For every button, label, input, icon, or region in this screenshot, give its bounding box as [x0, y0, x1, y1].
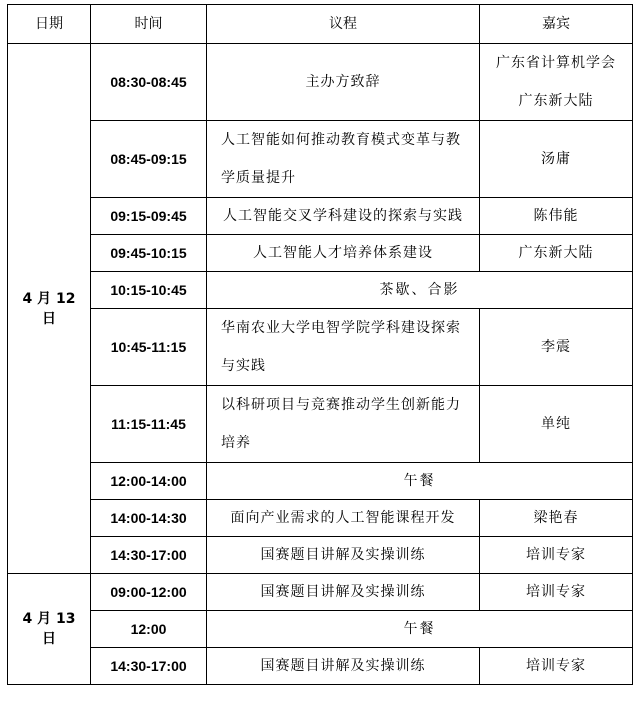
- break-cell: 茶歇、合影: [207, 272, 633, 309]
- topic-cell: 面向产业需求的人工智能课程开发: [207, 500, 480, 537]
- guest-cell: [480, 44, 633, 121]
- topic-line: 华南农业大学电智学院学科建设探索: [221, 320, 461, 336]
- guest-line: 广东新大陆: [518, 93, 594, 109]
- table-row: [8, 500, 633, 537]
- time-cell: 09:15-09:45: [91, 198, 207, 235]
- time-cell: 14:30-17:00: [91, 537, 207, 574]
- table-row: [8, 235, 633, 272]
- guest-cell: 单纯: [480, 386, 633, 463]
- header-agenda: 议程: [207, 5, 480, 44]
- time-cell: 12:00: [91, 611, 207, 648]
- table-row: [8, 272, 633, 309]
- time-cell: 08:45-09:15: [91, 121, 207, 198]
- guest-cell: 培训专家: [480, 574, 633, 611]
- time-cell: 10:45-11:15: [91, 309, 207, 386]
- guest-cell: 培训专家: [480, 648, 633, 685]
- time-cell: 09:00-12:00: [91, 574, 207, 611]
- topic-line: 培养: [221, 435, 251, 451]
- topic-cell: 国赛题目讲解及实操训练: [207, 574, 480, 611]
- guest-cell: 李震: [480, 309, 633, 386]
- table-row: [8, 463, 633, 500]
- guest-cell: 陈伟能: [480, 198, 633, 235]
- header-guest: 嘉宾: [480, 5, 633, 44]
- topic-cell: 国赛题目讲解及实操训练: [207, 537, 480, 574]
- lunch-cell: 午餐: [207, 463, 633, 500]
- table-row: [8, 611, 633, 648]
- table-row: [8, 386, 633, 463]
- topic-line: 学质量提升: [221, 170, 296, 186]
- table-row: [8, 309, 633, 386]
- topic-cell: 人工智能交叉学科建设的探索与实践: [207, 198, 480, 235]
- topic-cell: 主办方致辞: [207, 44, 480, 121]
- lunch-cell: 午餐: [207, 611, 633, 648]
- guest-cell: 梁艳春: [480, 500, 633, 537]
- table-row: [8, 574, 633, 611]
- topic-cell: [207, 309, 480, 386]
- guest-line: 广东省计算机学会: [496, 55, 616, 71]
- date-cell-day2: 4 月 13 日: [8, 574, 91, 685]
- guest-cell: 广东新大陆: [480, 235, 633, 272]
- time-cell: 10:15-10:45: [91, 272, 207, 309]
- topic-cell: 国赛题目讲解及实操训练: [207, 648, 480, 685]
- topic-cell: [207, 121, 480, 198]
- table-row: [8, 537, 633, 574]
- header-time: 时间: [91, 5, 207, 44]
- topic-line: 以科研项目与竞赛推动学生创新能力: [221, 397, 461, 413]
- topic-line: 人工智能如何推动教育模式变革与教: [221, 132, 461, 148]
- guest-cell: 培训专家: [480, 537, 633, 574]
- agenda-table: [7, 4, 633, 685]
- time-cell: 12:00-14:00: [91, 463, 207, 500]
- table-row: [8, 198, 633, 235]
- time-cell: 11:15-11:45: [91, 386, 207, 463]
- table-row: [8, 121, 633, 198]
- topic-line: 与实践: [221, 358, 266, 374]
- time-cell: 14:30-17:00: [91, 648, 207, 685]
- time-cell: 08:30-08:45: [91, 44, 207, 121]
- table-row: [8, 648, 633, 685]
- header-row: [8, 5, 633, 44]
- topic-cell: [207, 386, 480, 463]
- topic-cell: 人工智能人才培养体系建设: [207, 235, 480, 272]
- time-cell: 09:45-10:15: [91, 235, 207, 272]
- guest-cell: 汤庸: [480, 121, 633, 198]
- time-cell: 14:00-14:30: [91, 500, 207, 537]
- header-date: 日期: [8, 5, 91, 44]
- table-row: [8, 44, 633, 121]
- date-cell-day1: 4 月 12 日: [8, 44, 91, 574]
